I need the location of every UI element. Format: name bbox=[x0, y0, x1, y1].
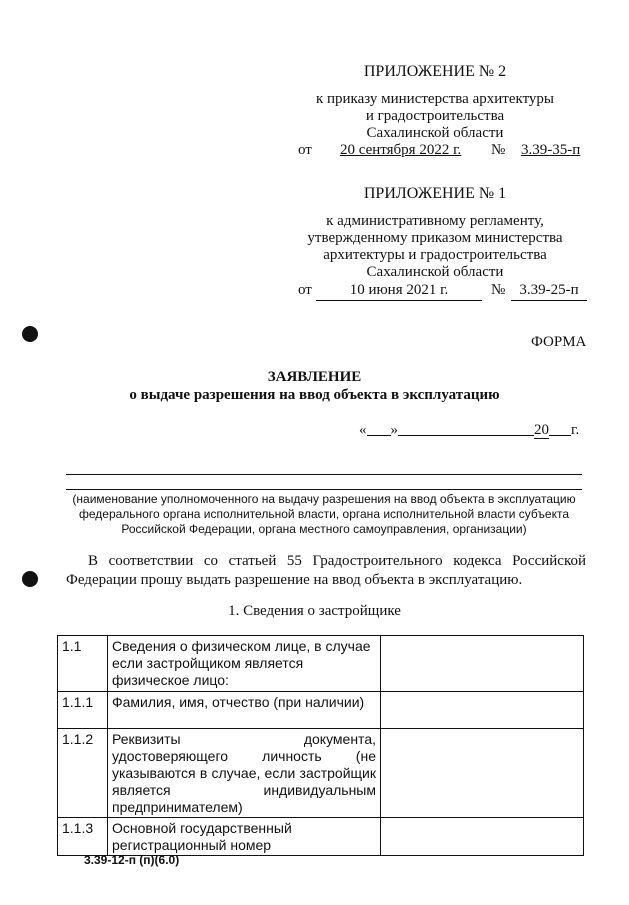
row-value-field[interactable] bbox=[381, 636, 584, 692]
document-title: ЗАЯВЛЕНИЕ bbox=[267, 369, 362, 385]
appendix-2-date: 20 сентября 2022 г. bbox=[340, 142, 462, 158]
date-year-field[interactable] bbox=[549, 421, 571, 436]
appendix-1-number: 3.39-25-п bbox=[511, 281, 587, 301]
row-number: 1.1.1 bbox=[58, 692, 108, 729]
date-century: 20 bbox=[534, 422, 549, 438]
authority-caption-line3: Российской Федерации, органа местного самоуправления, организации) bbox=[121, 522, 527, 536]
appendix-2-from-label: от bbox=[298, 142, 312, 158]
row-number: 1.1.3 bbox=[58, 818, 108, 856]
row-value-field[interactable] bbox=[381, 692, 584, 729]
date-close-quote: » bbox=[390, 422, 398, 438]
appendix-2-number: 3.39-35-п bbox=[521, 142, 581, 158]
footer-document-code: 3.39-12-п (п)(6.0) bbox=[84, 853, 180, 867]
applicant-info-table bbox=[57, 635, 584, 856]
appendix-2-line3: Сахалинской области bbox=[366, 125, 504, 141]
date-line bbox=[359, 421, 579, 440]
row-value-field[interactable] bbox=[381, 729, 584, 818]
appendix-2-number-label: № bbox=[491, 142, 506, 158]
row-label: Сведения о физическом лице, в случае если застройщиком является физическое лицо: bbox=[108, 636, 381, 692]
appendix-1-line1: к административному регламенту, bbox=[326, 213, 544, 229]
date-year-suffix: г. bbox=[571, 422, 580, 438]
table-row bbox=[58, 692, 584, 729]
table-row bbox=[58, 729, 584, 818]
row-number: 1.1 bbox=[58, 636, 108, 692]
section-1-title: 1. Сведения о застройщике bbox=[228, 603, 401, 619]
appendix-1-title: ПРИЛОЖЕНИЕ № 1 bbox=[363, 185, 507, 202]
row-label: Основной государственный регистрационный номер bbox=[108, 818, 381, 856]
appendix-1-number-label: № bbox=[491, 282, 506, 298]
appendix-1-date: 10 июня 2021 г. bbox=[316, 281, 482, 301]
row-label: Фамилия, имя, отчество (при наличии) bbox=[108, 692, 381, 729]
row-label: Реквизиты документа, удостоверяющего личность (не указываются в случае, если застройщик является индивидуальным предпринимателем) bbox=[108, 729, 381, 818]
punch-hole-top bbox=[22, 326, 38, 342]
table-row bbox=[58, 818, 584, 856]
document-subtitle: о выдаче разрешения на ввод объекта в эксплуатацию bbox=[129, 387, 500, 403]
punch-hole-bottom bbox=[22, 571, 38, 587]
appendix-1-from-label: от bbox=[298, 282, 312, 298]
appendix-1-line2: утвержденному приказом министерства bbox=[307, 230, 563, 246]
authority-caption-line1: (наименование уполномоченного на выдачу разрешения на ввод объекта в эксплуатацию bbox=[72, 492, 576, 506]
row-value-field[interactable] bbox=[381, 818, 584, 856]
date-month-field[interactable] bbox=[398, 421, 534, 436]
authority-caption-line2: федерального органа исполнительной власти, органа исполнительной власти субъекта bbox=[78, 507, 570, 521]
appendix-2-title: ПРИЛОЖЕНИЕ № 2 bbox=[363, 63, 507, 80]
authority-name-line-1[interactable] bbox=[66, 474, 582, 475]
form-label: ФОРМА bbox=[531, 334, 587, 350]
authority-name-line-2[interactable] bbox=[66, 489, 582, 490]
appendix-2-line1: к приказу министерства архитектуры bbox=[315, 91, 555, 107]
appendix-1-line3: архитектуры и градостроительства bbox=[323, 247, 547, 263]
date-open-quote: « bbox=[359, 422, 367, 438]
appendix-1-line4: Сахалинской области bbox=[366, 264, 504, 280]
appendix-2-line2: и градостроительства bbox=[365, 108, 505, 124]
date-day-field[interactable] bbox=[367, 421, 391, 436]
intro-paragraph: В соответствии со статьей 55 Градостроительного кодекса Российской Федерации прошу выдать разрешение на ввод объекта в эксплуатацию. bbox=[66, 553, 586, 588]
row-number: 1.1.2 bbox=[58, 729, 108, 818]
table-row bbox=[58, 636, 584, 692]
